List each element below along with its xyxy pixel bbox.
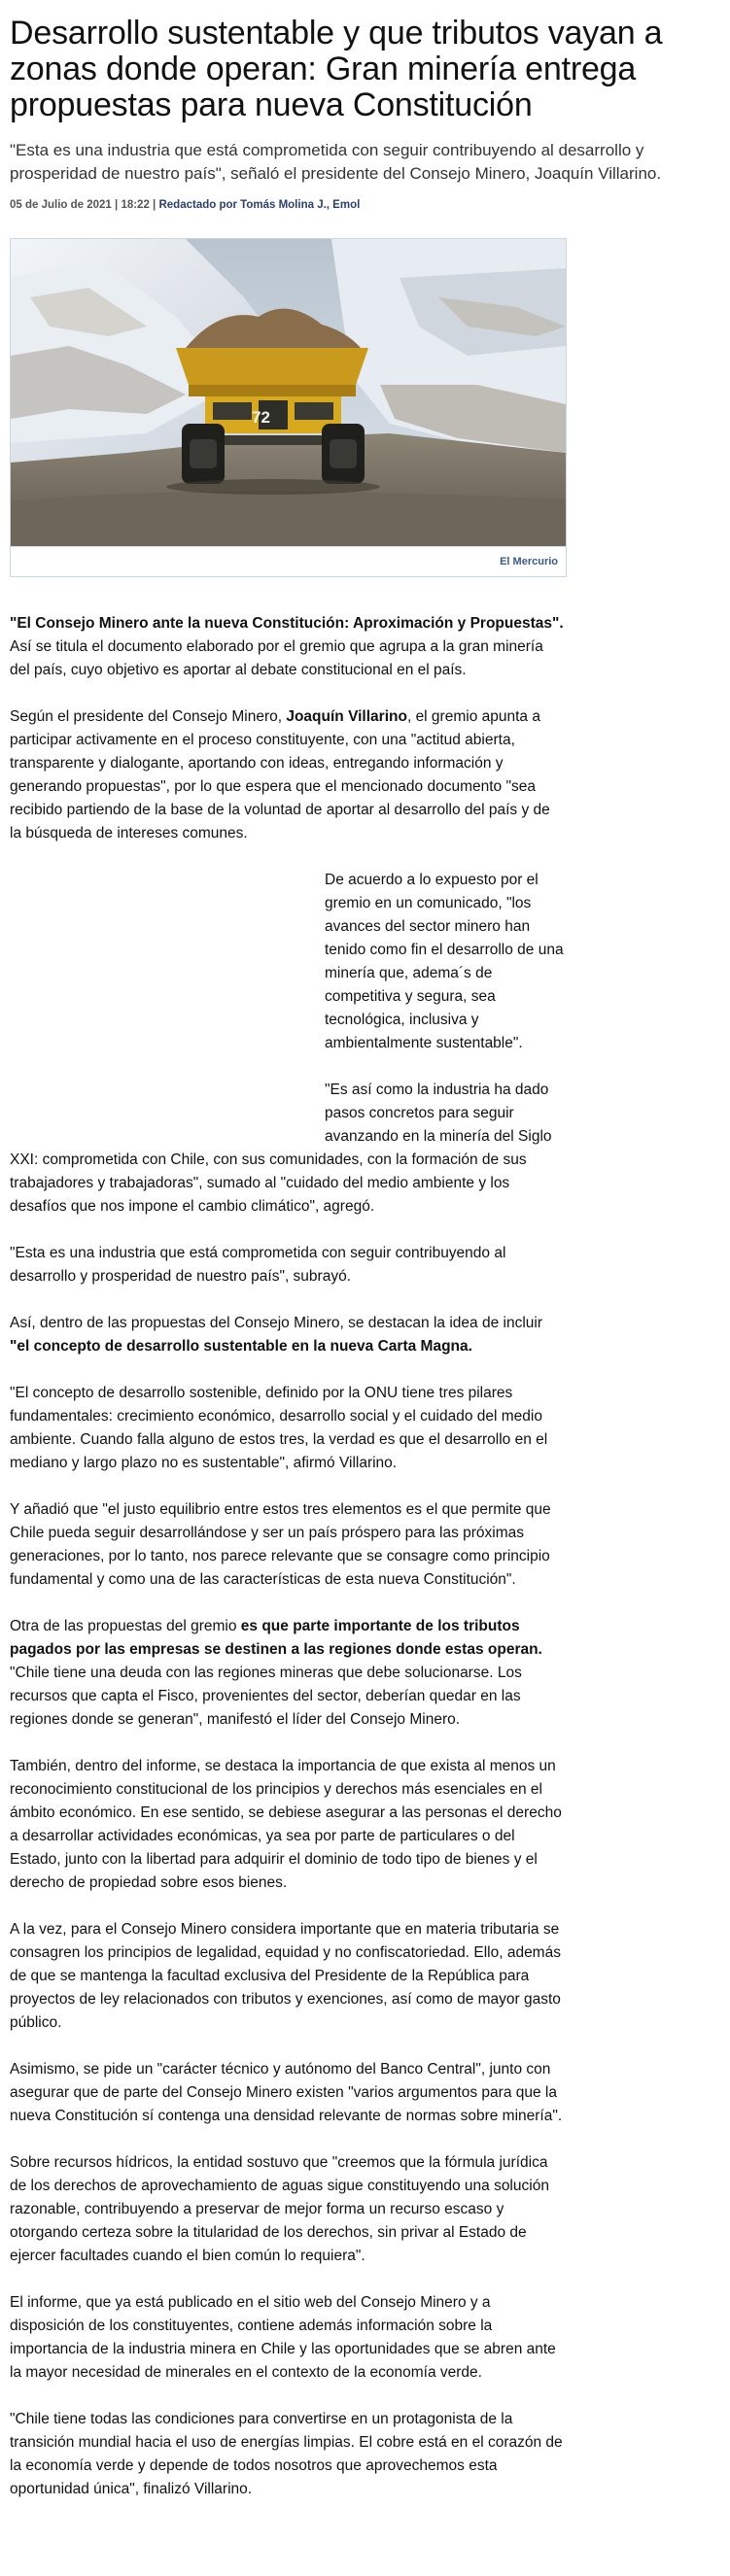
article-lead: "Esta es una industria que está comprometida con seguir contribuyendo al desarrollo y prosperidad de nuestro país", señaló el presidente del Consejo Minero, Joaquín Villarino. [10, 141, 662, 183]
paragraph [10, 705, 565, 845]
mining-truck-photo [11, 239, 566, 546]
paragraph: "Esta es una industria que está comprometida con seguir contribuyendo al desarrollo y prosperidad de nuestro país", subrayó. [10, 1245, 506, 1285]
paragraph: Asimismo, se pide un "carácter técnico y autónomo del Banco Central", junto con asegurar que de parte del Consejo Minero existen "varios argumentos para que la nueva Constitución sí contenga una densidad relevante de normas sobre minería". [10, 2061, 563, 2124]
inline-ad-space [10, 869, 311, 1131]
paragraph: Sobre recursos hídricos, la entidad sostuvo que "creemos que la fórmula jurídica de los derechos de aprovechamiento de aguas sigue constituyendo una solución razonable, contribuyendo a preservar de mejor forma un recurso escaso y otorgando certeza sobre la titularidad de los derechos, sin privar al Estado de ejercer facultades cuando el bien común lo requiera". [10, 2154, 549, 2264]
paragraph-text: Así, dentro de las propuestas del Consejo Minero, se destacan la idea de incluir [10, 1315, 542, 1331]
paragraph: Y añadió que "el justo equilibrio entre estos tres elementos es el que permite que Chile pueda seguir desarrollándose y ser un país próspero para las próximas generaciones, por lo tanto, nos parece relevante que se consagre como principio fundamental y como una de las características de esta nueva Constitución". [10, 1501, 551, 1588]
paragraph-text: Otra de las propuestas del gremio [10, 1618, 241, 1634]
paragraph [10, 612, 565, 682]
paragraph: A la vez, para el Consejo Minero considera importante que en materia tributaria se consagren los principios de legalidad, equidad y no confiscatoriedad. Ello, además de que se mantenga la facultad exclusiva del Presidente de la República para proyectos de ley relacionados con tributos y exenciones, así como de mayor gasto público. [10, 1921, 561, 2031]
paragraph: "Es así como la industria ha dado pasos concretos para seguir avanzando en la minería del Siglo XXI: comprometida con Chile, con sus comunidades, con la formación de sus trabajadores y trabajadoras", sumado al "cuidado del medio ambiente y los desafíos que nos impone el cambio climático", agregó. [10, 1082, 552, 1215]
paragraph-text: Según el presidente del Consejo Minero, [10, 708, 287, 725]
article-body [10, 612, 565, 2501]
paragraph-bold: es que parte importante de los tributos pagados por las empresas se destinen a las regiones donde estas operan. [10, 1618, 542, 1658]
truck-number: 72 [252, 408, 270, 427]
paragraph: "El concepto de desarrollo sostenible, definido por la ONU tiene tres pilares fundamentales: crecimiento económico, desarrollo social y el cuidado del medio ambiente. Cuando falla alguno de estos tres, la verdad es que el desarrollo en el mediano y largo plazo no es sustentable", afirmó Villarino. [10, 1385, 548, 1471]
article-figure [10, 238, 567, 577]
paragraph-bold: Joaquín Villarino [286, 708, 407, 725]
paragraph-text: Así se titula el documento elaborado por el gremio que agrupa a la gran minería del país, cuyo objetivo es aportar al debate constitucional en el país. [10, 638, 543, 678]
paragraph: También, dentro del informe, se destaca la importancia de que exista al menos un reconocimiento constitucional de los principios y derechos más esenciales en el ámbito económico. En ese sentido, se debiese asegurar a las personas el derecho a desarrollar actividades económicas, ya sea por parte de particulares o del Estado, junto con la libertad para adquirir el dominio de todo tipo de bienes y el derecho de propiedad sobre esos bienes. [10, 1758, 562, 1891]
paragraph [10, 1615, 565, 1732]
article-author[interactable]: Redactado por Tomás Molina J., Emol [158, 199, 361, 211]
paragraph-bold: "El Consejo Minero ante la nueva Constitución: Aproximación y Propuestas". [10, 615, 564, 632]
paragraph [10, 1312, 565, 1358]
paragraph: "Chile tiene todas las condiciones para convertirse en un protagonista de la transición mundial hacia el uso de energías limpias. El cobre está en el corazón de la economía verde y depende de todos nosotros que aprovechemos esta oportunidad única", finalizó Villarino. [10, 2411, 563, 2497]
image-credit: El Mercurio [11, 546, 566, 576]
article-meta [10, 199, 720, 211]
paragraph-text: "Chile tiene una deuda con las regiones mineras que debe solucionarse. Los recursos que capta el Fisco, provenientes del sector, deberían quedar en las regiones donde se generan", manifestó el líder del Consejo Minero. [10, 1665, 522, 1728]
article-date: 05 de Julio de 2021 | 18:22 | [10, 199, 156, 211]
paragraph-bold: "el concepto de desarrollo sustentable en la nueva Carta Magna. [10, 1338, 472, 1355]
paragraph: De acuerdo a lo expuesto por el gremio en un comunicado, "los avances del sector minero han tenido como fin el desarrollo de una minería que, adema´s de competitiva y segura, sea tecnológica, inclusiva y ambientalmente sustentable". [325, 872, 564, 1051]
paragraph-text: , el gremio apunta a participar activamente en el proceso constituyente, con una "actitud abierta, transparente y dialogante, aportando con ideas, entregando información y generando propuestas", por lo que espera que el mencionado documento "sea recibido partiendo de la base de la voluntad de aportar al desarrollo del país y de la búsqueda de intereses comunes. [10, 708, 550, 841]
paragraph: El informe, que ya está publicado en el sitio web del Consejo Minero y a disposición de los constituyentes, contiene además información sobre la importancia de la industria minera en Chile y las oportunidades que se abren ante la mayor necesidad de minerales en el contexto de la economía verde. [10, 2294, 556, 2381]
article-title: Desarrollo sustentable y que tributos vayan a zonas donde operan: Gran minería entrega propuestas para nueva Constitución [10, 15, 663, 123]
